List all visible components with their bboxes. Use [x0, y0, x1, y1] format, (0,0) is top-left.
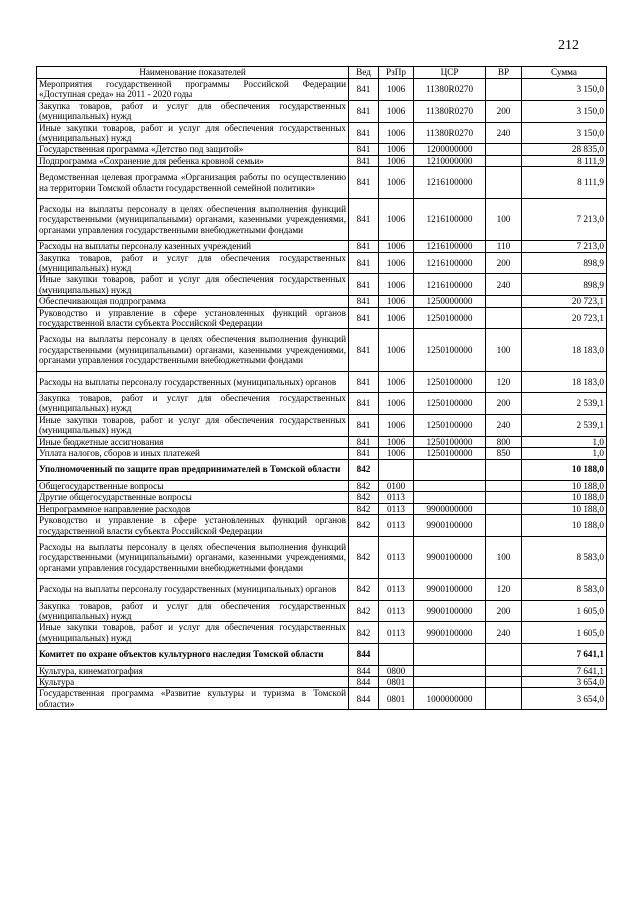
row-ved-cell: 842 — [349, 600, 379, 622]
row-name-cell: Иные бюджетные ассигнования — [37, 436, 349, 447]
row-csr-cell: 1200000000 — [414, 144, 486, 155]
row-csr-cell: 1216100000 — [414, 241, 486, 252]
row-name-cell: Расходы на выплаты персоналу в целях обеспечения выполнения функций государственными (муниципальными) органами, казенными учреждениями, органами управления государственными внебюджетными фондами — [37, 199, 349, 241]
row-rzpr-cell: 1006 — [379, 252, 414, 274]
row-sum-cell: 7 213,0 — [522, 199, 607, 241]
row-csr-cell: 9900100000 — [414, 536, 486, 578]
table-row — [37, 167, 607, 199]
row-name-cell: Расходы на выплаты персоналу в целях обеспечения выполнения функций государственными (муниципальными) органами, казенными учреждениями, органами управления государственными внебюджетными фондами — [37, 329, 349, 371]
row-vr-cell: 120 — [486, 579, 522, 600]
table-row — [37, 665, 607, 676]
table-row — [37, 241, 607, 252]
row-ved-cell: 842 — [349, 492, 379, 503]
row-name-cell: Подпрограмма «Сохранение для ребенка кровной семьи» — [37, 155, 349, 166]
row-vr-cell: 800 — [486, 436, 522, 447]
row-vr-cell: 100 — [486, 536, 522, 578]
row-sum-cell: 3 150,0 — [522, 100, 607, 122]
table-row — [37, 515, 607, 537]
table-row — [37, 492, 607, 503]
header-ved: Вед — [349, 67, 379, 79]
row-rzpr-cell: 1006 — [379, 414, 414, 436]
header-vr: ВР — [486, 67, 522, 79]
row-csr-cell: 1216100000 — [414, 274, 486, 296]
row-csr-cell: 1250100000 — [414, 414, 486, 436]
table-row — [37, 579, 607, 600]
row-rzpr-cell: 1006 — [379, 100, 414, 122]
row-ved-cell: 842 — [349, 536, 379, 578]
row-sum-cell: 7 641,1 — [522, 644, 607, 665]
row-vr-cell — [486, 144, 522, 155]
row-sum-cell: 18 183,0 — [522, 371, 607, 392]
row-csr-cell: 9900100000 — [414, 622, 486, 644]
header-sum: Сумма — [522, 67, 607, 79]
row-vr-cell: 200 — [486, 252, 522, 274]
row-name-cell: Расходы на выплаты персоналу в целях обеспечения выполнения функций государственными (муниципальными) органами, казенными учреждениями, органами управления государственными внебюджетными фондами — [37, 536, 349, 578]
table-row — [37, 296, 607, 307]
row-ved-cell: 842 — [349, 459, 379, 480]
row-rzpr-cell: 0100 — [379, 480, 414, 491]
row-rzpr-cell: 1006 — [379, 199, 414, 241]
row-csr-cell — [414, 644, 486, 665]
table-row — [37, 199, 607, 241]
table-row — [37, 79, 607, 101]
header-rzpr: РзПр — [379, 67, 414, 79]
row-ved-cell: 841 — [349, 155, 379, 166]
table-row — [37, 100, 607, 122]
row-rzpr-cell: 0801 — [379, 676, 414, 687]
row-csr-cell: 1250000000 — [414, 296, 486, 307]
row-ved-cell: 841 — [349, 436, 379, 447]
row-csr-cell: 9900100000 — [414, 600, 486, 622]
row-name-cell: Расходы на выплаты персоналу государственных (муниципальных) органов — [37, 579, 349, 600]
row-name-cell: Общегосударственные вопросы — [37, 480, 349, 491]
row-name-cell: Культура — [37, 676, 349, 687]
row-rzpr-cell: 1006 — [379, 371, 414, 392]
row-csr-cell: 1250100000 — [414, 307, 486, 329]
row-rzpr-cell: 1006 — [379, 296, 414, 307]
row-rzpr-cell: 1006 — [379, 241, 414, 252]
row-sum-cell: 7 213,0 — [522, 241, 607, 252]
row-vr-cell: 110 — [486, 241, 522, 252]
row-sum-cell: 1,0 — [522, 448, 607, 459]
table-row — [37, 600, 607, 622]
row-sum-cell: 20 723,1 — [522, 307, 607, 329]
row-sum-cell: 8 583,0 — [522, 536, 607, 578]
row-vr-cell: 240 — [486, 122, 522, 144]
row-name-cell: Уполномоченный по защите прав предпринимателей в Томской области — [37, 459, 349, 480]
header-csr: ЦСР — [414, 67, 486, 79]
row-ved-cell: 844 — [349, 644, 379, 665]
table-row — [37, 393, 607, 415]
row-sum-cell: 3 654,0 — [522, 676, 607, 687]
row-csr-cell: 1216100000 — [414, 167, 486, 199]
row-name-cell: Комитет по охране объектов культурного наследия Томской области — [37, 644, 349, 665]
table-row — [37, 414, 607, 436]
row-ved-cell: 841 — [349, 448, 379, 459]
row-rzpr-cell: 1006 — [379, 155, 414, 166]
row-sum-cell: 3 654,0 — [522, 688, 607, 710]
table-row — [37, 274, 607, 296]
row-vr-cell — [486, 676, 522, 687]
row-name-cell: Непрограммное направление расходов — [37, 503, 349, 514]
row-csr-cell: 9900100000 — [414, 579, 486, 600]
table-row — [37, 448, 607, 459]
table-row — [37, 480, 607, 491]
row-name-cell: Расходы на выплаты персоналу казенных учреждений — [37, 241, 349, 252]
row-sum-cell: 3 150,0 — [522, 122, 607, 144]
row-csr-cell: 1216100000 — [414, 252, 486, 274]
row-name-cell: Уплата налогов, сборов и иных платежей — [37, 448, 349, 459]
row-sum-cell: 2 539,1 — [522, 414, 607, 436]
row-sum-cell: 8 583,0 — [522, 579, 607, 600]
row-vr-cell: 200 — [486, 393, 522, 415]
row-csr-cell: 1250100000 — [414, 371, 486, 392]
row-rzpr-cell: 0113 — [379, 622, 414, 644]
table-row — [37, 503, 607, 514]
row-csr-cell: 1250100000 — [414, 436, 486, 447]
row-rzpr-cell: 0113 — [379, 515, 414, 537]
row-rzpr-cell — [379, 459, 414, 480]
row-sum-cell: 7 641,1 — [522, 665, 607, 676]
row-ved-cell: 841 — [349, 274, 379, 296]
row-vr-cell — [486, 79, 522, 101]
row-ved-cell: 841 — [349, 122, 379, 144]
row-name-cell: Обеспечивающая подпрограмма — [37, 296, 349, 307]
row-ved-cell: 841 — [349, 252, 379, 274]
row-csr-cell: 1000000000 — [414, 688, 486, 710]
row-rzpr-cell: 1006 — [379, 79, 414, 101]
table-row — [37, 371, 607, 392]
row-csr-cell — [414, 459, 486, 480]
table-header-row — [37, 67, 607, 79]
row-rzpr-cell: 1006 — [379, 448, 414, 459]
row-csr-cell: 1216100000 — [414, 199, 486, 241]
row-ved-cell: 841 — [349, 296, 379, 307]
row-sum-cell: 20 723,1 — [522, 296, 607, 307]
row-ved-cell: 841 — [349, 241, 379, 252]
row-rzpr-cell: 1006 — [379, 393, 414, 415]
table-row — [37, 252, 607, 274]
table-row — [37, 536, 607, 578]
row-vr-cell — [486, 644, 522, 665]
row-name-cell: Иные закупки товаров, работ и услуг для обеспечения государственных (муниципальных) нужд — [37, 622, 349, 644]
row-vr-cell: 120 — [486, 371, 522, 392]
row-name-cell: Закупка товаров, работ и услуг для обеспечения государственных (муниципальных) нужд — [37, 600, 349, 622]
row-ved-cell: 844 — [349, 665, 379, 676]
table-row — [37, 676, 607, 687]
row-sum-cell: 8 111,9 — [522, 155, 607, 166]
row-rzpr-cell: 0113 — [379, 492, 414, 503]
row-ved-cell: 841 — [349, 79, 379, 101]
row-csr-cell — [414, 665, 486, 676]
row-vr-cell: 100 — [486, 199, 522, 241]
row-sum-cell: 1 605,0 — [522, 600, 607, 622]
table-row — [37, 436, 607, 447]
row-csr-cell: 9900100000 — [414, 515, 486, 537]
row-name-cell: Государственная программа «Детство под защитой» — [37, 144, 349, 155]
row-sum-cell: 1 605,0 — [522, 622, 607, 644]
row-csr-cell: 9900000000 — [414, 503, 486, 514]
row-vr-cell — [486, 307, 522, 329]
row-ved-cell: 841 — [349, 144, 379, 155]
row-ved-cell: 841 — [349, 393, 379, 415]
row-csr-cell: 1250100000 — [414, 329, 486, 371]
row-ved-cell: 844 — [349, 688, 379, 710]
row-rzpr-cell: 1006 — [379, 144, 414, 155]
row-ved-cell: 841 — [349, 329, 379, 371]
row-ved-cell: 842 — [349, 503, 379, 514]
row-csr-cell: 1210000000 — [414, 155, 486, 166]
row-sum-cell: 8 111,9 — [522, 167, 607, 199]
row-ved-cell: 841 — [349, 414, 379, 436]
row-sum-cell: 10 188,0 — [522, 503, 607, 514]
row-sum-cell: 10 188,0 — [522, 515, 607, 537]
row-ved-cell: 842 — [349, 579, 379, 600]
row-sum-cell: 10 188,0 — [522, 459, 607, 480]
row-rzpr-cell: 1006 — [379, 436, 414, 447]
row-name-cell: Руководство и управление в сфере установленных функций органов государственной власти субъекта Российской Федерации — [37, 307, 349, 329]
row-rzpr-cell: 1006 — [379, 329, 414, 371]
row-name-cell: Расходы на выплаты персоналу государственных (муниципальных) органов — [37, 371, 349, 392]
row-rzpr-cell: 1006 — [379, 167, 414, 199]
row-name-cell: Культура, кинематография — [37, 665, 349, 676]
row-ved-cell: 842 — [349, 622, 379, 644]
table-row — [37, 688, 607, 710]
row-sum-cell: 10 188,0 — [522, 492, 607, 503]
budget-table — [36, 66, 607, 710]
page-number: 212 — [558, 38, 579, 53]
row-vr-cell: 240 — [486, 622, 522, 644]
row-rzpr-cell: 1006 — [379, 274, 414, 296]
table-row — [37, 644, 607, 665]
row-ved-cell: 841 — [349, 371, 379, 392]
row-csr-cell — [414, 676, 486, 687]
row-name-cell: Закупка товаров, работ и услуг для обеспечения государственных (муниципальных) нужд — [37, 100, 349, 122]
row-vr-cell: 200 — [486, 600, 522, 622]
row-csr-cell: 11380R0270 — [414, 122, 486, 144]
row-csr-cell — [414, 480, 486, 491]
row-vr-cell — [486, 688, 522, 710]
row-rzpr-cell: 1006 — [379, 122, 414, 144]
row-sum-cell: 1,0 — [522, 436, 607, 447]
row-vr-cell — [486, 296, 522, 307]
row-vr-cell: 240 — [486, 274, 522, 296]
row-vr-cell — [486, 167, 522, 199]
row-rzpr-cell: 0113 — [379, 600, 414, 622]
row-csr-cell: 1250100000 — [414, 393, 486, 415]
row-vr-cell — [486, 480, 522, 491]
row-sum-cell: 3 150,0 — [522, 79, 607, 101]
row-rzpr-cell: 0800 — [379, 665, 414, 676]
row-vr-cell — [486, 459, 522, 480]
row-name-cell: Другие общегосударственные вопросы — [37, 492, 349, 503]
row-ved-cell: 841 — [349, 167, 379, 199]
table-row — [37, 622, 607, 644]
row-vr-cell — [486, 492, 522, 503]
row-name-cell: Иные закупки товаров, работ и услуг для обеспечения государственных (муниципальных) нужд — [37, 414, 349, 436]
row-ved-cell: 844 — [349, 676, 379, 687]
row-vr-cell: 850 — [486, 448, 522, 459]
row-csr-cell — [414, 492, 486, 503]
row-csr-cell: 11380R0270 — [414, 79, 486, 101]
row-rzpr-cell: 0113 — [379, 503, 414, 514]
row-name-cell: Закупка товаров, работ и услуг для обеспечения государственных (муниципальных) нужд — [37, 393, 349, 415]
row-vr-cell — [486, 503, 522, 514]
table-row — [37, 155, 607, 166]
row-ved-cell: 841 — [349, 100, 379, 122]
row-ved-cell: 841 — [349, 199, 379, 241]
row-sum-cell: 898,9 — [522, 274, 607, 296]
table-row — [37, 307, 607, 329]
table-row — [37, 122, 607, 144]
row-rzpr-cell: 0113 — [379, 579, 414, 600]
row-name-cell: Иные закупки товаров, работ и услуг для обеспечения государственных (муниципальных) нужд — [37, 122, 349, 144]
row-vr-cell: 240 — [486, 414, 522, 436]
row-vr-cell — [486, 155, 522, 166]
row-rzpr-cell: 0801 — [379, 688, 414, 710]
table-row — [37, 329, 607, 371]
row-ved-cell: 842 — [349, 480, 379, 491]
row-rzpr-cell: 1006 — [379, 307, 414, 329]
row-vr-cell: 100 — [486, 329, 522, 371]
row-vr-cell — [486, 665, 522, 676]
row-sum-cell: 10 188,0 — [522, 480, 607, 491]
table-row — [37, 144, 607, 155]
row-ved-cell: 842 — [349, 515, 379, 537]
header-name: Наименование показателей — [37, 67, 349, 79]
row-sum-cell: 898,9 — [522, 252, 607, 274]
row-name-cell: Ведомственная целевая программа «Организация работы по осуществлению на территории Томской области государственной семейной политики» — [37, 167, 349, 199]
row-name-cell: Иные закупки товаров, работ и услуг для обеспечения государственных (муниципальных) нужд — [37, 274, 349, 296]
row-sum-cell: 28 835,0 — [522, 144, 607, 155]
row-rzpr-cell — [379, 644, 414, 665]
row-name-cell: Государственная программа «Развитие культуры и туризма в Томской области» — [37, 688, 349, 710]
row-ved-cell: 841 — [349, 307, 379, 329]
row-csr-cell: 1250100000 — [414, 448, 486, 459]
row-name-cell: Руководство и управление в сфере установленных функций органов государственной власти субъекта Российской Федерации — [37, 515, 349, 537]
row-vr-cell: 200 — [486, 100, 522, 122]
row-rzpr-cell: 0113 — [379, 536, 414, 578]
row-sum-cell: 18 183,0 — [522, 329, 607, 371]
row-vr-cell — [486, 515, 522, 537]
row-name-cell: Мероприятия государственной программы Российской Федерации «Доступная среда» на 2011 - 2020 годы — [37, 79, 349, 101]
row-name-cell: Закупка товаров, работ и услуг для обеспечения государственных (муниципальных) нужд — [37, 252, 349, 274]
table-row — [37, 459, 607, 480]
row-sum-cell: 2 539,1 — [522, 393, 607, 415]
row-csr-cell: 11380R0270 — [414, 100, 486, 122]
